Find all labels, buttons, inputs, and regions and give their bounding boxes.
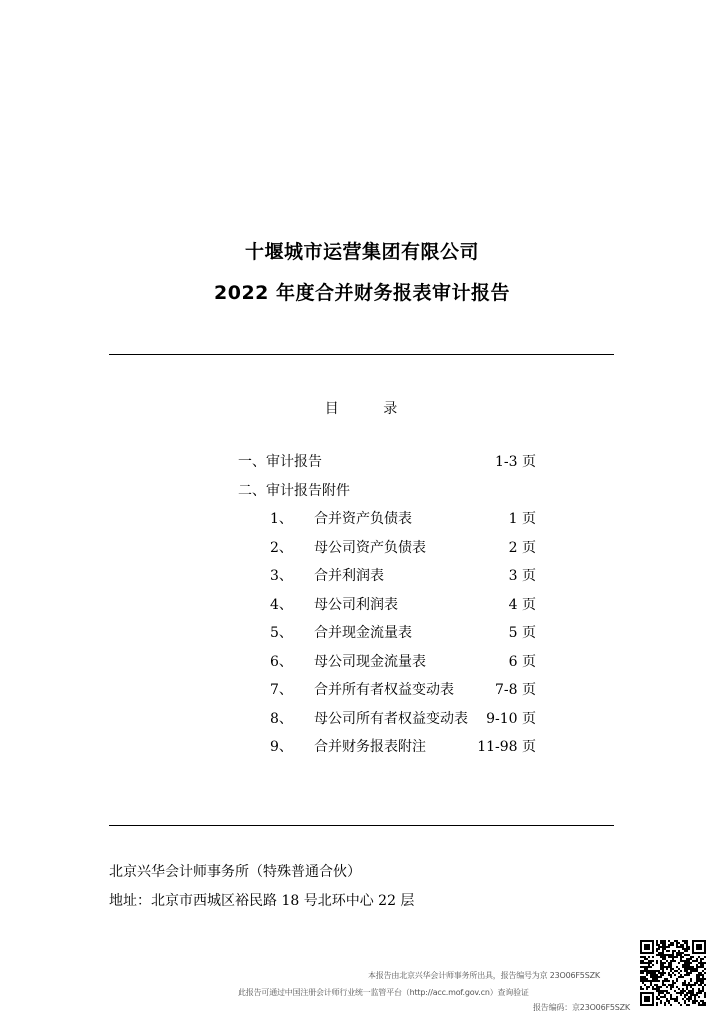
toc-item-page: 9-10 页	[486, 710, 536, 727]
toc-item-label: 合并资产负债表	[314, 511, 412, 527]
toc-item-number: 6、	[270, 653, 293, 670]
verification-stamp-line2: 此报告可通过中国注册会计师行业统一监管平台（http://acc.mof.gov.cn）查询验证	[238, 988, 529, 997]
toc-item-label: 合并所有者权益变动表	[314, 682, 454, 698]
toc-item-label: 母公司利润表	[314, 596, 398, 613]
qr-code-icon	[640, 940, 706, 1006]
toc-item-label: 合并财务报表附注	[314, 739, 426, 755]
toc-item-page: 3 页	[508, 568, 536, 584]
toc-item-number: 3、	[270, 568, 293, 584]
toc-item-number: 8、	[270, 710, 293, 727]
toc-item-label: 母公司所有者权益变动表	[314, 710, 468, 727]
toc-item-page: 1 页	[508, 511, 536, 527]
toc-item-page: 5 页	[508, 625, 536, 641]
toc-item	[238, 680, 538, 709]
toc-item-page: 2 页	[508, 539, 536, 556]
toc-item	[238, 623, 538, 652]
toc-label: 二、审计报告附件	[238, 482, 350, 499]
divider-top	[109, 354, 614, 355]
toc-page: 1-3 页	[495, 454, 536, 470]
toc-item-number: 4、	[270, 596, 293, 613]
firm-address: 地址：北京市西城区裕民路 18 号北环中心 22 层	[109, 893, 415, 909]
toc-section-audit-report	[238, 452, 538, 481]
toc-item	[238, 566, 538, 595]
toc-item	[238, 709, 538, 738]
firm-name: 北京兴华会计师事务所（特殊普通合伙）	[109, 864, 361, 880]
document-title-company: 十堰城市运营集团有限公司	[244, 241, 479, 263]
toc-item-page: 7-8 页	[495, 682, 536, 698]
toc-item-label: 母公司资产负债表	[314, 539, 426, 556]
toc-item-number: 5、	[270, 625, 293, 641]
toc-item	[238, 538, 538, 567]
toc-item-label: 合并利润表	[314, 568, 384, 584]
verification-stamp-line1: 本报告由北京兴华会计师事务所出具，报告编号为京 23O06F5SZK	[368, 971, 600, 980]
toc-heading-left: 目	[324, 401, 341, 417]
toc-item-page: 4 页	[508, 596, 536, 613]
toc-item-page: 6 页	[508, 653, 536, 670]
toc-item-number: 7、	[270, 682, 293, 698]
toc-label: 一、审计报告	[238, 454, 322, 470]
table-of-contents	[238, 452, 538, 766]
toc-item-number: 9、	[270, 739, 293, 755]
verification-stamp-code: 报告编码：京23O06F5SZK	[533, 1003, 630, 1012]
toc-heading	[0, 398, 724, 418]
toc-item	[238, 595, 538, 624]
toc-item-page: 11-98 页	[477, 739, 536, 755]
toc-item	[238, 737, 538, 766]
toc-section-attachments	[238, 481, 538, 510]
divider-bottom	[109, 825, 614, 826]
document-title-report: 2022 年度合并财务报表审计报告	[214, 282, 510, 304]
toc-item-number: 1、	[270, 511, 293, 527]
toc-item	[238, 509, 538, 538]
toc-item-number: 2、	[270, 539, 293, 556]
toc-item	[238, 652, 538, 681]
toc-item-label: 母公司现金流量表	[314, 653, 426, 670]
toc-heading-right: 录	[383, 401, 400, 417]
toc-item-label: 合并现金流量表	[314, 625, 412, 641]
